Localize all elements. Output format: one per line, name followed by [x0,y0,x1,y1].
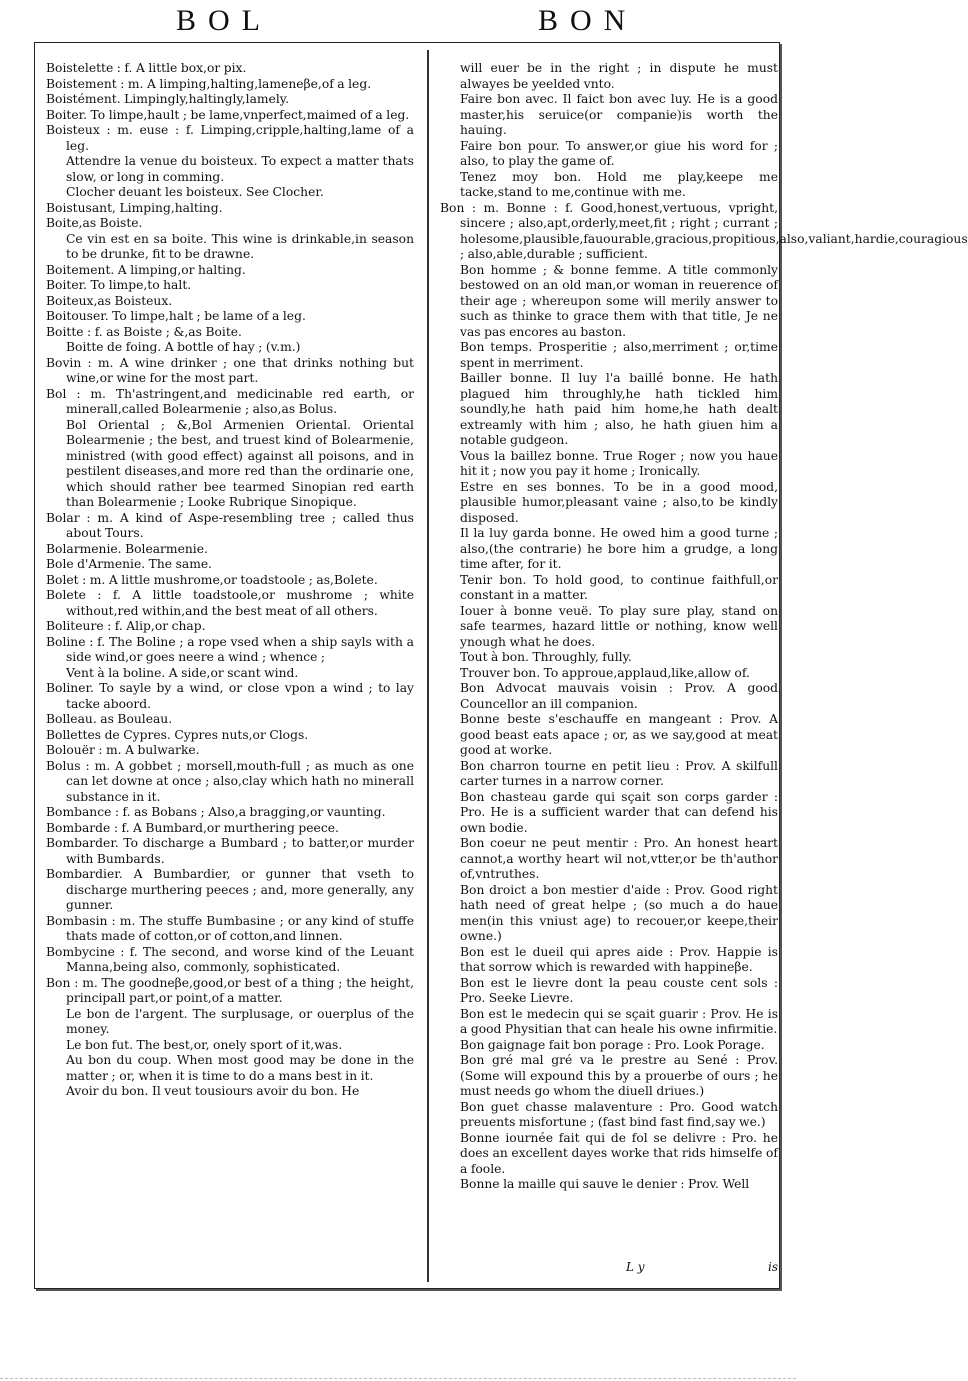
proverb: Bonne iournée fait qui de fol se delivre : Pro. he does an excellent dayes worke that rids himselfe of a foole. [460,1130,778,1176]
sub-entry: Estre en ses bonnes. To be in a good mood, plausible humor,pleasant vaine ; also,to be kindly disposed. [460,479,778,525]
entry: Bol : m. Th'astringent,and medicinable red earth, or minerall,called Bolearmenie ; also,as Bolus. [46,386,414,416]
entry: Boistusant, Limping,halting. [46,200,223,215]
entry: Bolete : f. A little toadstoole,or mushrome ; white without,red within,and the best meat of all others. [46,588,414,618]
sub-entry: Boitte de foing. A bottle of hay ; (v.m.) [66,340,301,354]
entry: Boiter. To limpe,to halt. [46,278,192,292]
entry: Boiteux,as Boisteux. [46,293,173,308]
sub-entry: Tenir bon. To hold good, to continue faithfull,or constant in a matter. [460,572,778,602]
entry: Boliteure : f. Alip,or chap. [46,619,206,633]
sub-entry: Le bon de l'argent. The surplusage, or ouerplus of the money. [66,1006,414,1036]
entry: Bombasin : m. The stuffe Bumbasine ; or any kind of stuffe thats made of cotton,or of cotton,and linnen. [46,913,414,943]
entry: Bolarmenie. Bolearmenie. [46,541,208,556]
catchword: is [768,1260,778,1274]
header-left: BOL [176,4,272,37]
proverb: Bon Advocat mauvais voisin : Prov. A good Councellor an ill companion. [460,681,778,711]
sub-entry: Attendre la venue du boisteux. To expect a matter thats slow, or long in comming. [66,154,414,184]
page-footer [440,1260,778,1278]
sub-entry: Clocher deuant les boisteux. See Clocher. [66,185,324,199]
entry: Bon : m. The goodneβe,good,or best of a thing ; the height, principall part,or point,of a matter. [46,975,414,1005]
entry: Boistelette : f. A little box,or pix. [46,61,247,75]
entry-continuation: will euer be in the right ; in dispute he must alwayes be yeelded vnto. [460,61,778,91]
proverb: Bon est le lievre dont la peau couste cent sols : Pro. Seeke Lievre. [460,975,778,1005]
sub-entry: Tenez moy bon. Hold me play,keepe me tacke,stand to me,continue with me. [460,169,778,199]
entry: Boistément. Limpingly,haltingly,lamely. [46,92,289,106]
proverb: Bon gré mal gré va le prestre au Sené : Prov. (Some will expound this by a prouerbe of ours ; he must needs go whom the diuell driues.) [460,1053,778,1098]
column-divider [427,50,429,1282]
proverb: Bon coeur ne peut mentir : Pro. An honest heart cannot,a worthy heart wil not,vtter,or be th'author of,vntruthes. [460,836,778,881]
entry: Bolleau. as Bouleau. [46,712,173,726]
entry: Bombardier. A Bumbardier, or gunner that vseth to discharge murthering peeces ; and, more generally, any gunner. [46,867,414,912]
entry: Boliner. To sayle by a wind, or close vpon a wind ; to lay tacke aboord. [46,681,414,711]
proverb: Bon gaignage fait bon porage : Pro. Look Porage. [460,1037,765,1052]
sub-entry: Vent à la boline. A side,or scant wind. [66,665,299,680]
sub-entry: Iouer à bonne veuë. To play sure play, stand on safe tearmes, hazard little or nothing, know well ynough what he does. [460,603,778,649]
entry: Bombance : f. as Bobans ; Also,a bragging,or vaunting. [46,805,386,819]
sub-entry: Vous la baillez bonne. True Roger ; now you haue hit it ; now you pay it home ; Ironically. [460,448,778,478]
signature-mark: L y [626,1260,645,1274]
sub-entry: Bol Oriental ; &,Bol Armenien Oriental. Oriental Bolearmenie ; the best, and truest kind of Bolearmenie, ministred (with good effect) against all poisons, and in pestilent diseases,and more red than the ordinarie one, which should rather bee tearmed Sinopian red earth than Bolearmenie ; Looke Rubrique Sinopique. [66,417,414,509]
sub-entry: Au bon du coup. When most good may be done in the matter ; or, when it is time to do a mans best in it. [66,1053,414,1083]
proverb: Bonne beste s'eschauffe en mangeant : Prov. A good beast eats apace ; or, as we say,good at meat good at worke. [460,712,778,757]
proverb: Bon est le dueil qui apres aide : Prov. Happie is that sorrow which is rewarded with happineβe. [460,944,778,974]
entry: Bombarder. To discharge a Bumbard ; to batter,or murder with Bumbards. [46,836,414,866]
entry: Bolet : m. A little mushrome,or toadstoole ; as,Bolete. [46,572,378,587]
proverb: Bon chasteau garde qui sçait son corps garder : Pro. He is a sufficient warder that can defend his own bodie. [460,789,778,835]
entry: Bolar : m. A kind of Aspe-resembling tree ; called thus about Tours. [46,510,414,540]
entry: Boistement : m. A limping,halting,lameneβe,of a leg. [46,76,372,91]
entry: Boitte : f. as Boiste ; &,as Boite. [46,324,242,339]
sub-entry: Le bon fut. The best,or, onely sport of it,was. [66,1037,343,1052]
sub-entry: Ce vin est en sa boite. This wine is drinkable,in season to be drunke, fit to be drawne. [66,231,414,261]
sub-entry: Faire bon avec. Il faict bon avec luy. He is a good master,his seruice(or companie)is worth the hauing. [460,92,778,137]
sub-entry: Faire bon pour. To answer,or giue his word for ; also, to play the game of. [460,138,778,168]
entry: Boline : f. The Boline ; a rope vsed when a ship sayls with a side wind,or goes neere a wind ; whence ; [46,634,414,664]
proverb: Bonne la maille qui sauve le denier : Prov. Well [460,1177,750,1191]
entry: Bombycine : f. The second, and worse kind of the Leuant Manna,being also, commonly, sophisticated. [46,944,414,974]
entry: Bombarde : f. A Bumbard,or murthering peece. [46,820,339,835]
entry: Bovin : m. A wine drinker ; one that drinks nothing but wine,or wine for the most part. [46,355,414,385]
proverb: Bon est le medecin qui se sçait guarir : Prov. He is a good Physitian that can heale his owne infirmitie. [460,1006,778,1036]
entry: Boitouser. To limpe,halt ; be lame of a leg. [46,309,306,323]
entry: Boitement. A limping,or halting. [46,262,246,277]
sub-entry: Il la luy garda bonne. He owed him a good turne ; also,(the contrarie) he bore him a grudge, a long time after, for it. [460,526,778,571]
proverb: Bon droict a bon mestier d'aide : Prov. Good right hath need of great helpe ; (so much a do haue men(in this vniust age) to recouer,or keepe,their owne.) [460,882,778,943]
running-headers [34,4,786,44]
entry: Bollettes de Cypres. Cypres nuts,or Clogs. [46,727,309,742]
proverb: Bon charron tourne en petit lieu : Prov. A skilfull carter turnes in a narrow corner. [460,758,778,788]
entry: Bolouër : m. A bulwarke. [46,743,200,757]
sub-entry: Avoir du bon. Il veut tousiours avoir du bon. He [66,1084,360,1098]
entry: Boite,as Boiste. [46,216,143,230]
sub-entry: Tout à bon. Throughly, fully. [460,650,632,664]
entry: Bon : m. Bonne : f. Good,honest,vertuous, vpright, sincere ; also,apt,orderly,meet,fit ; right ; currant ; holesome,plausible,fauourable,gracious,propitious,also,valiant,hardie,couragious ; also,able,durable ; sufficient. [440,200,968,261]
sub-entry: Bon temps. Prosperitie ; also,merriment ; or,time spent in merriment. [460,340,778,370]
header-right: BON [538,4,638,37]
scan-edge-line [0,1378,796,1379]
proverb: Bon guet chasse malaventure : Pro. Good watch preuents misfortune ; (fast bind fast find,say we.) [460,1099,778,1129]
sub-entry: Trouver bon. To approue,applaud,like,allow of. [460,665,750,680]
entry: Bolus : m. A gobbet ; morsell,mouth-full ; as much as one can let downe at once ; also,clay which hath no minerall substance in it. [46,758,414,804]
entry: Boiter. To limpe,hault ; be lame,vnperfect,maimed of a leg. [46,107,410,122]
sub-entry: Bailler bonne. Il luy l'a baillé bonne. He hath plagued him throughly,he hath tickled him soundly,he hath paid him home,he hath dealt extreamly with him ; also, he hath giuen him a notable gudgeon. [460,371,778,447]
entry: Boisteux : m. euse : f. Limping,cripple,halting,lame of a leg. [46,123,414,153]
entry: Bole d'Armenie. The same. [46,557,213,571]
right-column [440,61,968,1193]
sub-entry: Bon homme ; & bonne femme. A title commonly bestowed on an old man,or woman in reuerence of their age ; whereupon some will merily answer to such as thinke to grace them with that title, Je ne vas pas encores au baston. [460,262,778,339]
left-column [46,61,414,1100]
